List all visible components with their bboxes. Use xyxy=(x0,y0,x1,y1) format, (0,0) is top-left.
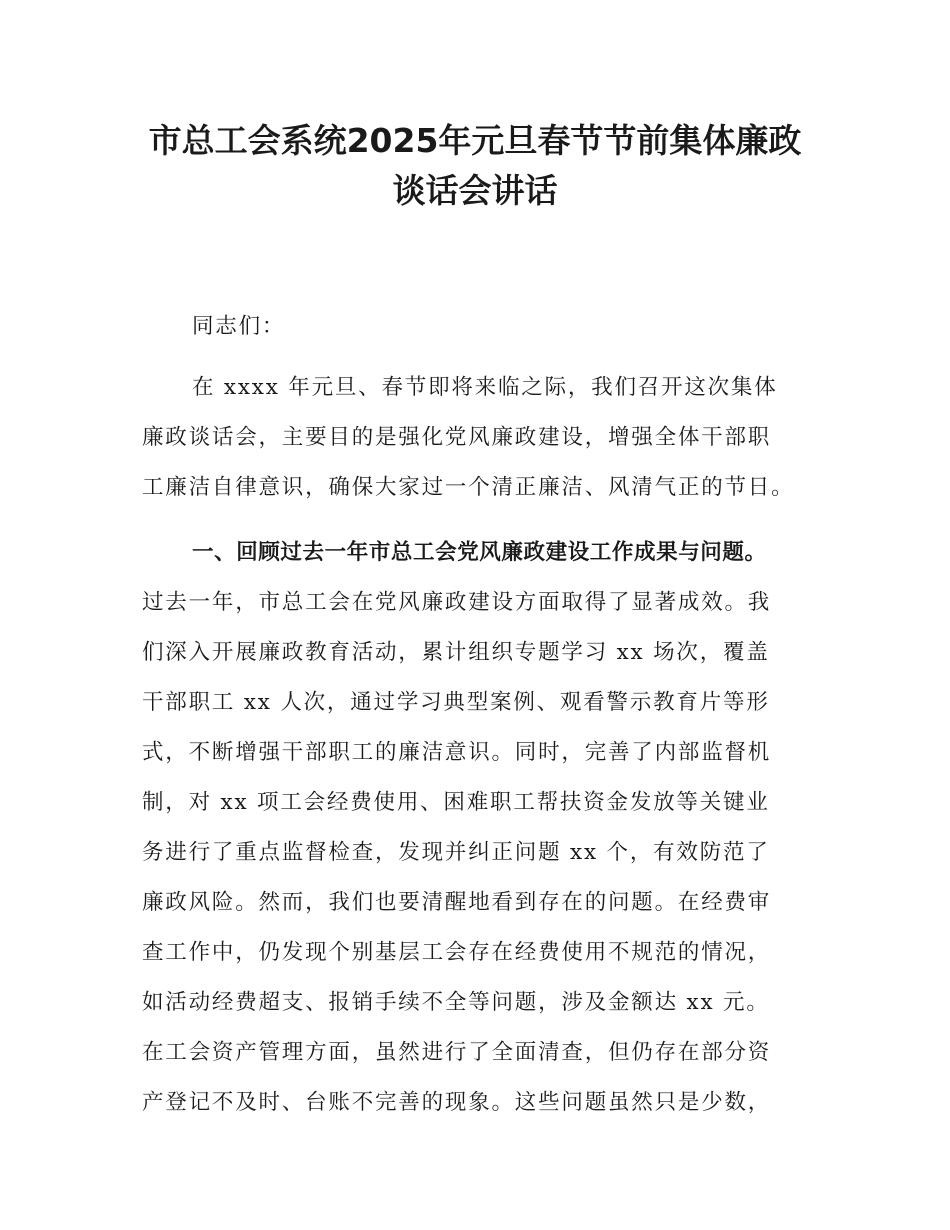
section-1-line-7: 廉政风险。然而，我们也要清醒地看到存在的问题。在经费审 xyxy=(142,890,772,915)
intro-line-2: 廉政谈话会，主要目的是强化党风廉政建设，增强全体干部职 xyxy=(142,425,772,450)
section-1-line-4: 式，不断增强干部职工的廉洁意识。同时，完善了内部监督机 xyxy=(142,740,772,765)
section-1-line-11: 产登记不及时、台账不完善的现象。这些问题虽然只是少数， xyxy=(142,1090,772,1115)
section-1-heading: 一、回顾过去一年市总工会党风廉政建设工作成果与问题。 xyxy=(192,540,767,565)
section-1-line-1: 过去一年，市总工会在党风廉政建设方面取得了显著成效。我 xyxy=(142,590,772,615)
document-title-line-1: 市总工会系统2025年元旦春节节前集体廉政 xyxy=(148,121,802,160)
section-1-line-2: 们深入开展廉政教育活动，累计组织专题学习 xx 场次，覆盖 xyxy=(142,640,770,665)
section-1-line-6: 务进行了重点监督检查，发现并纠正问题 xx 个，有效防范了 xyxy=(142,840,770,865)
section-1-line-5: 制，对 xx 项工会经费使用、困难职工帮扶资金发放等关键业 xyxy=(142,790,770,815)
section-1-line-3: 干部职工 xx 人次，通过学习典型案例、观看警示教育片等形 xyxy=(142,690,770,715)
section-1-line-10: 在工会资产管理方面，虽然进行了全面清查，但仍存在部分资 xyxy=(142,1040,772,1065)
section-1-line-9: 如活动经费超支、报销手续不全等问题，涉及金额达 xx 元。 xyxy=(142,990,770,1015)
intro-line-3: 工廉洁自律意识，确保大家过一个清正廉洁、风清气正的节日。 xyxy=(142,475,795,500)
salutation: 同志们： xyxy=(192,314,286,339)
section-1-line-8: 查工作中，仍发现个别基层工会存在经费使用不规范的情况， xyxy=(142,940,772,965)
intro-line-1: 在 xxxx 年元旦、春节即将来临之际，我们召开这次集体 xyxy=(192,375,778,400)
document-title-line-2: 谈话会讲话 xyxy=(392,171,558,210)
